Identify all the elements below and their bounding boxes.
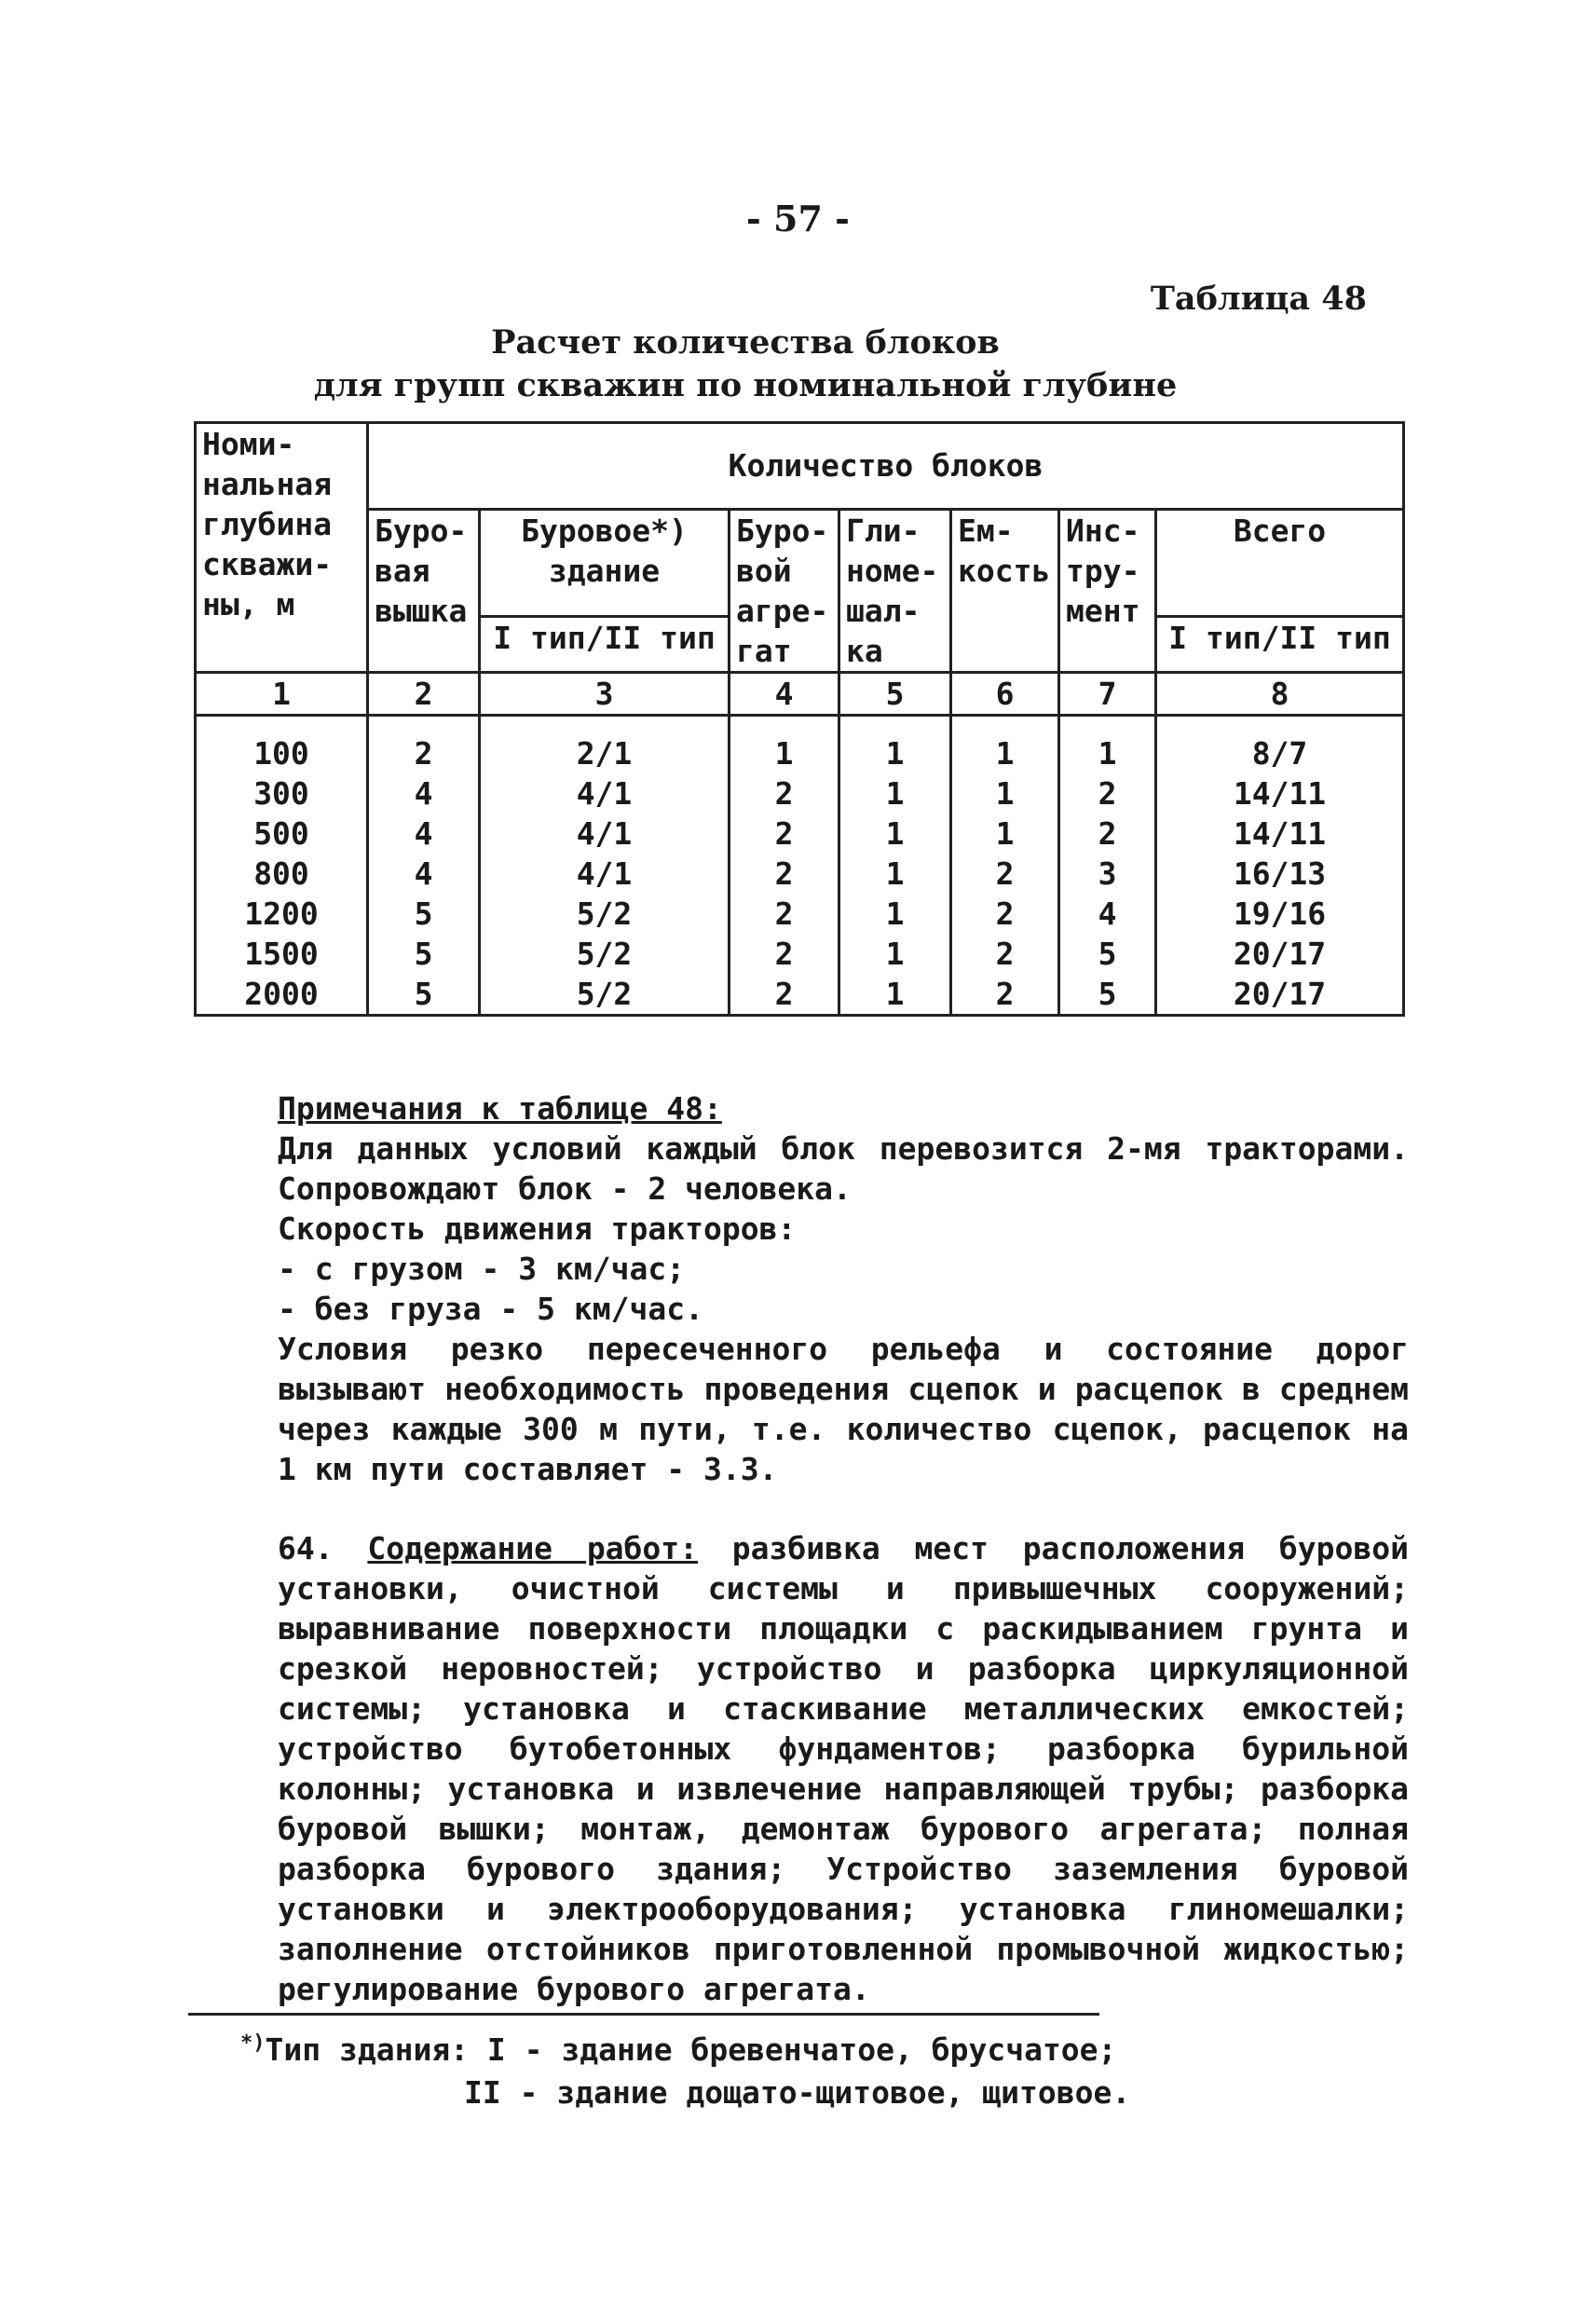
section-text: разбивка мест расположения буровой установки, очистной системы и привышечных сооружений; выравнивание поверхности площадки с раскидыванием грунта и срезкой неровностей; устройство и разборка циркуляционной системы; установка и стаскивание металлических емкостей; устройство бутобетонных фундаментов; разборка бурильной колонны; установка и извлечение направляющей трубы; разборка буровой вышки; монтаж, демонтаж бурового агрегата; полная разборка бурового здания; Устройство заземления буровой установки и электрооборудования; установка глиномешалки; заполнение отстойников приготовленной промывочной жидкостью; регулирование бурового агрегата. (278, 1530, 1409, 2007)
table-notes (188, 1088, 1409, 1489)
section-heading: Содержание работ: (367, 1530, 699, 1566)
cell-unit: 1 (730, 733, 839, 773)
footnote-mark: *) (240, 2031, 266, 2055)
header-drilling-tower: Буро- вая вышка (368, 510, 480, 673)
cell-depth: 500 (196, 814, 368, 854)
cell-tower: 2 (368, 733, 480, 773)
cell-depth: 1500 (196, 934, 368, 974)
cell-tower: 5 (368, 934, 480, 974)
cell-depth: 300 (196, 773, 368, 814)
cell-depth: 2000 (196, 974, 368, 1016)
table-row (196, 894, 1404, 934)
cell-building: 5/2 (480, 934, 730, 974)
column-number: 4 (730, 673, 839, 716)
cell-tank: 1 (951, 773, 1059, 814)
cell-unit: 2 (730, 894, 839, 934)
cell-total: 16/13 (1156, 854, 1404, 894)
header-clay-mixer: Гли- номе- шал- ка (839, 510, 951, 673)
cell-tank: 1 (951, 733, 1059, 773)
table-row (196, 814, 1404, 854)
cell-mixer: 1 (839, 934, 951, 974)
page-number: - 57 - (746, 198, 850, 239)
cell-total: 19/16 (1156, 894, 1404, 934)
footnote-divider (188, 2013, 1099, 2016)
cell-tower: 5 (368, 894, 480, 934)
cell-tank: 2 (951, 894, 1059, 934)
column-number: 2 (368, 673, 480, 716)
table-row (196, 934, 1404, 974)
cell-tower: 4 (368, 773, 480, 814)
header-total: Всего (1156, 510, 1404, 617)
notes-paragraph: Для данных условий каждый блок перевозится 2-мя тракторами. Сопровождают блок - 2 человека. (278, 1130, 1409, 1207)
notes-paragraph: - без груза - 5 км/час. (278, 1291, 703, 1327)
cell-instrument: 1 (1059, 733, 1156, 773)
notes-paragraph: Скорость движения тракторов: (278, 1210, 797, 1247)
column-number: 3 (480, 673, 730, 716)
cell-total: 20/17 (1156, 934, 1404, 974)
cell-instrument: 2 (1059, 773, 1156, 814)
cell-depth: 1200 (196, 894, 368, 934)
cell-tank: 2 (951, 974, 1059, 1016)
cell-instrument: 5 (1059, 974, 1156, 1016)
column-number: 8 (1156, 673, 1404, 716)
section-64 (188, 1528, 1409, 2009)
cell-mixer: 1 (839, 894, 951, 934)
cell-mixer: 1 (839, 854, 951, 894)
cell-unit: 2 (730, 934, 839, 974)
cell-unit: 2 (730, 773, 839, 814)
cell-building: 4/1 (480, 814, 730, 854)
cell-mixer: 1 (839, 733, 951, 773)
table-title (0, 321, 1491, 407)
table-row (196, 974, 1404, 1016)
cell-unit: 2 (730, 854, 839, 894)
subheader-total-types: I тип/II тип (1156, 617, 1404, 673)
blocks-table (194, 421, 1405, 1017)
cell-tank: 2 (951, 934, 1059, 974)
cell-instrument: 2 (1059, 814, 1156, 854)
header-nominal-depth: Номи- нальная глубина скважи- ны, м (196, 423, 368, 673)
notes-title: Примечания к таблице 48: (278, 1090, 722, 1127)
cell-tower: 5 (368, 974, 480, 1016)
cell-total: 20/17 (1156, 974, 1404, 1016)
cell-total: 8/7 (1156, 733, 1404, 773)
cell-tower: 4 (368, 814, 480, 854)
cell-unit: 2 (730, 974, 839, 1016)
cell-building: 5/2 (480, 894, 730, 934)
table-row (196, 733, 1404, 773)
column-number: 5 (839, 673, 951, 716)
cell-mixer: 1 (839, 814, 951, 854)
table-title-line1: Расчет количества блоков (491, 323, 1000, 362)
table-row (196, 854, 1404, 894)
cell-building: 4/1 (480, 773, 730, 814)
table-label: Таблица 48 (1150, 280, 1367, 318)
cell-total: 14/11 (1156, 773, 1404, 814)
column-number: 6 (951, 673, 1059, 716)
cell-depth: 100 (196, 733, 368, 773)
cell-depth: 800 (196, 854, 368, 894)
header-drilling-building: Буровое*) здание (480, 510, 730, 617)
footnote-line: Тип здания: I - здание бревенчатое, брусчатое; (265, 2031, 1117, 2068)
section-number: 64. (278, 1530, 334, 1566)
cell-tank: 1 (951, 814, 1059, 854)
footnote (240, 2022, 1130, 2114)
cell-mixer: 1 (839, 773, 951, 814)
footnote-line: II - здание дощато-щитовое, щитовое. (464, 2074, 1131, 2111)
cell-building: 4/1 (480, 854, 730, 894)
cell-mixer: 1 (839, 974, 951, 1016)
header-tank: Ем- кость (951, 510, 1059, 673)
cell-building: 5/2 (480, 974, 730, 1016)
subheader-building-types: I тип/II тип (480, 617, 730, 673)
header-block-count: Количество блоков (368, 423, 1404, 510)
header-instrument: Инс- тру- мент (1059, 510, 1156, 673)
column-number: 1 (196, 673, 368, 716)
cell-building: 2/1 (480, 733, 730, 773)
cell-total: 14/11 (1156, 814, 1404, 854)
cell-tower: 4 (368, 854, 480, 894)
column-number: 7 (1059, 673, 1156, 716)
header-drilling-unit: Буро- вой агре- гат (730, 510, 839, 673)
cell-tank: 2 (951, 854, 1059, 894)
cell-instrument: 4 (1059, 894, 1156, 934)
notes-paragraph: - с грузом - 3 км/час; (278, 1251, 686, 1287)
cell-unit: 2 (730, 814, 839, 854)
table-row (196, 773, 1404, 814)
table-title-line2: для групп скважин по номинальной глубине (313, 366, 1178, 404)
cell-instrument: 3 (1059, 854, 1156, 894)
cell-instrument: 5 (1059, 934, 1156, 974)
notes-paragraph: Условия резко пересеченного рельефа и состояние дорог вызывают необходимость проведения сцепок и расцепок в среднем через каждые 300 м пути, т.е. количество сцепок, расцепок на 1 км пути составляет - 3.3. (278, 1331, 1409, 1487)
